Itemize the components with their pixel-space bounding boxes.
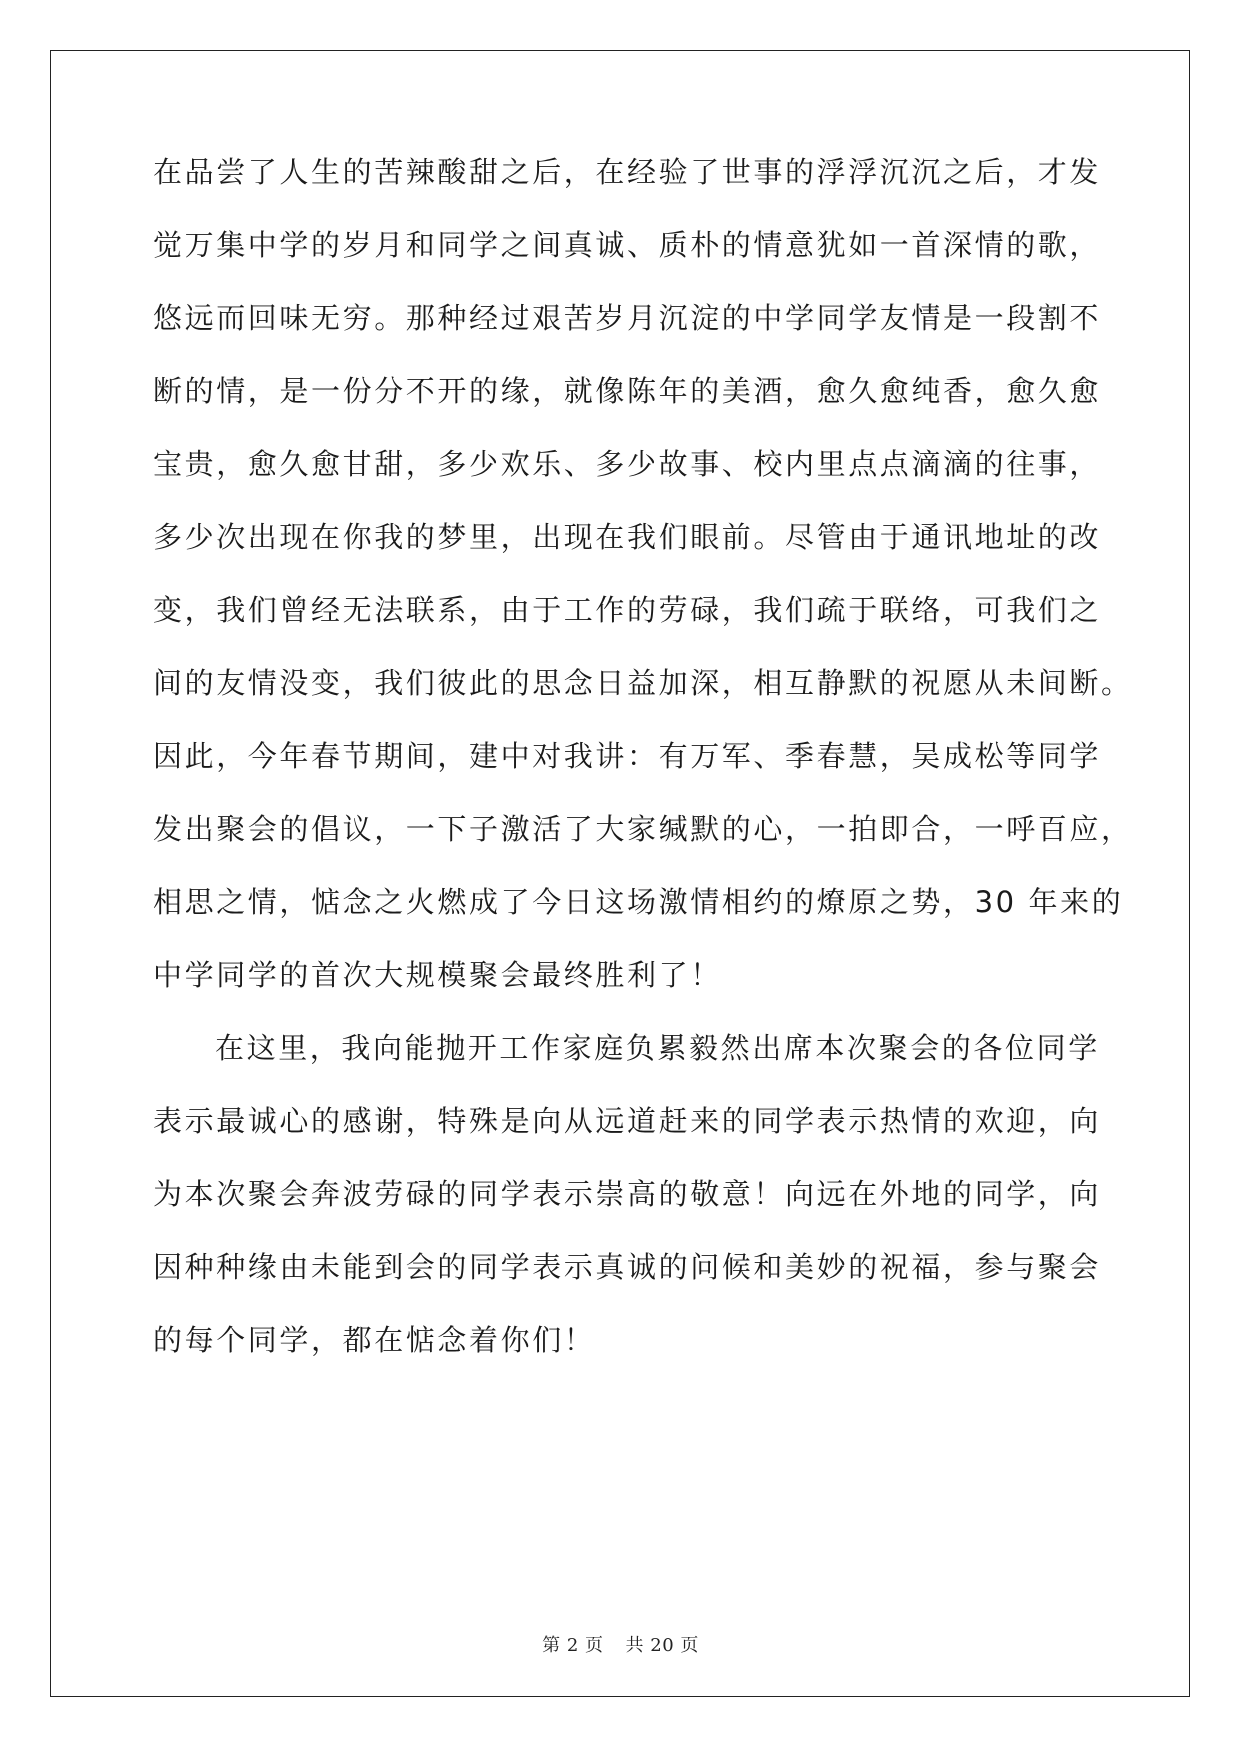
page-footer (0, 1631, 1241, 1657)
paragraph-line: 在品尝了人生的苦辣酸甜之后，在经验了世事的浮浮沉沉之后，才发 (153, 155, 1102, 189)
paragraph-line: 觉万集中学的岁月和同学之间真诚、质朴的情意犹如一首深情的歌， (153, 228, 1102, 262)
paragraph-line: 发出聚会的倡议，一下子激活了大家缄默的心，一拍即合，一呼百应， (153, 812, 1133, 846)
paragraph-line: 变，我们曾经无法联系，由于工作的劳碌，我们疏于联络，可我们之 (153, 593, 1102, 627)
paragraph-line: 因此，今年春节期间，建中对我讲：有万军、季春慧，吴成松等同学 (153, 739, 1102, 773)
paragraph-line: 的每个同学，都在惦念着你们！ (153, 1323, 596, 1357)
paragraph-line: 为本次聚会奔波劳碌的同学表示崇高的敬意！向远在外地的同学，向 (153, 1177, 1102, 1211)
paragraph-line: 相思之情，惦念之火燃成了今日这场激情相约的燎原之势，30 年来的 (153, 885, 1124, 919)
paragraph-line: 表示最诚心的感谢，特殊是向从远道赶来的同学表示热情的欢迎，向 (153, 1104, 1102, 1138)
paragraph-line: 宝贵，愈久愈甘甜，多少欢乐、多少故事、校内里点点滴滴的往事， (153, 447, 1102, 481)
paragraph-line: 断的情，是一份分不开的缘，就像陈年的美酒，愈久愈纯香，愈久愈 (153, 374, 1102, 408)
paragraph-line: 多少次出现在你我的梦里，出现在我们眼前。尽管由于通讯地址的改 (153, 520, 1102, 554)
page-total: 共 20 页 (625, 1635, 699, 1656)
page-number: 第 2 页 (542, 1635, 604, 1656)
paragraph-line: 在这里，我向能抛开工作家庭负累毅然出席本次聚会的各位同学 (215, 1031, 1100, 1065)
paragraph-line: 中学同学的首次大规模聚会最终胜利了！ (153, 958, 722, 992)
paragraph-line: 悠远而回味无穷。那种经过艰苦岁月沉淀的中学同学友情是一段割不 (153, 301, 1102, 335)
paragraph-line: 间的友情没变，我们彼此的思念日益加深，相互静默的祝愿从未间断。 (153, 666, 1133, 700)
paragraph-line: 因种种缘由未能到会的同学表示真诚的问候和美妙的祝福，参与聚会 (153, 1250, 1102, 1284)
